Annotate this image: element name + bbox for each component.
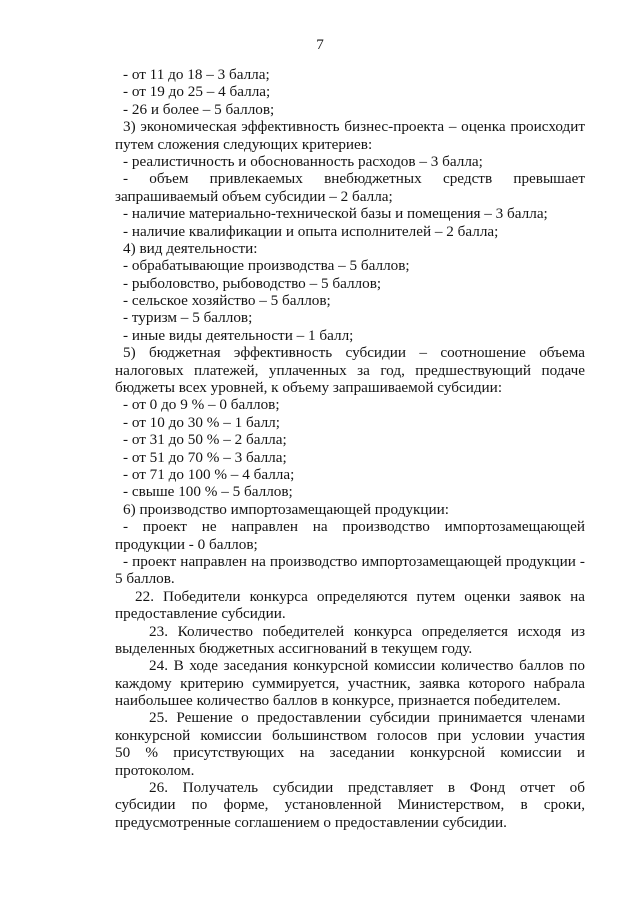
text-line: - 26 и более – 5 баллов; xyxy=(123,100,275,118)
text-line: 24. В ходе заседания конкурсной комиссии количество баллов по xyxy=(149,657,585,675)
text-line: каждому критерию суммируется, участник, заявка которого набрала xyxy=(115,674,585,692)
text-line: - от 10 до 30 % – 1 балл; xyxy=(123,413,280,431)
text-line: 25. Решение о предоставлении субсидии принимается членами xyxy=(149,709,585,727)
text-line: - сельское хозяйство – 5 баллов; xyxy=(123,292,331,310)
text-line: предусмотренные соглашением о предоставлении субсидии. xyxy=(115,813,507,831)
text-line: 6) производство импортозамещающей продукции: xyxy=(123,500,449,518)
text-line: путем сложения следующих критериев: xyxy=(115,135,373,153)
text-line: - наличие квалификации и опыта исполнителей – 2 балла; xyxy=(123,222,499,240)
text-line: - от 31 до 50 % – 2 балла; xyxy=(123,431,287,449)
text-line: - от 11 до 18 – 3 балла; xyxy=(123,66,270,83)
text-line: 3) экономическая эффективность бизнес-проекта – оценка происходит xyxy=(123,118,585,136)
text-line: наибольшее количество баллов в конкурсе, признается победителем. xyxy=(115,692,561,710)
text-line: бюджеты всех уровней, к объему запрашиваемой субсидии: xyxy=(115,379,503,397)
text-line: - обрабатывающие производства – 5 баллов; xyxy=(123,257,410,275)
text-line: - от 0 до 9 % – 0 баллов; xyxy=(123,396,280,414)
text-line: - от 19 до 25 – 4 балла; xyxy=(123,83,271,101)
text-line: выделенных бюджетных ассигнований в текущем году. xyxy=(115,639,473,657)
text-line: протоколом. xyxy=(115,761,195,779)
text-line: - проект не направлен на производство импортозамещающей xyxy=(123,518,585,536)
text-line: - туризм – 5 баллов; xyxy=(123,309,253,327)
text-line: запрашиваемый объем субсидии – 2 балла; xyxy=(115,187,393,205)
text-line: 4) вид деятельности: xyxy=(123,239,258,257)
text-line: - наличие материально-технической базы и помещения – 3 балла; xyxy=(123,205,548,223)
text-line: - свыше 100 % – 5 баллов; xyxy=(123,483,293,501)
page-number: 7 xyxy=(316,36,324,53)
text-line: 23. Количество победителей конкурса определяется исходя из xyxy=(149,622,585,640)
text-line: конкурсной комиссии большинством голосов при условии участия xyxy=(115,726,585,744)
text-line: 22. Победители конкурса определяются путем оценки заявок на xyxy=(135,587,585,605)
text-line: - иные виды деятельности – 1 балл; xyxy=(123,326,354,344)
text-line: - объем привлекаемых внебюджетных средств превышает xyxy=(123,170,585,188)
text-line: - реалистичность и обоснованность расходов – 3 балла; xyxy=(123,152,483,170)
text-line: - от 71 до 100 % – 4 балла; xyxy=(123,465,295,483)
text-line: продукции - 0 баллов; xyxy=(115,535,258,553)
text-line: 5) бюджетная эффективность субсидии – соотношение объема xyxy=(123,344,585,362)
text-line: - от 51 до 70 % – 3 балла; xyxy=(123,448,287,466)
text-line: 5 баллов. xyxy=(115,570,175,588)
text-line: - проект направлен на производство импортозамещающей продукции - xyxy=(123,552,585,570)
text-line: налоговых платежей, уплаченных за год, предшествующий подаче xyxy=(115,361,585,379)
text-line: предоставление субсидии. xyxy=(115,605,286,623)
document-body xyxy=(115,66,585,831)
text-line: 26. Получатель субсидии представляет в Фонд отчет об xyxy=(149,779,585,797)
text-line: - рыболовство, рыбоводство – 5 баллов; xyxy=(123,274,382,292)
text-line: 50 % присутствующих на заседании конкурсной комиссии и xyxy=(115,744,585,762)
text-line: субсидии по форме, установленной Министерством, в сроки, xyxy=(115,796,585,814)
